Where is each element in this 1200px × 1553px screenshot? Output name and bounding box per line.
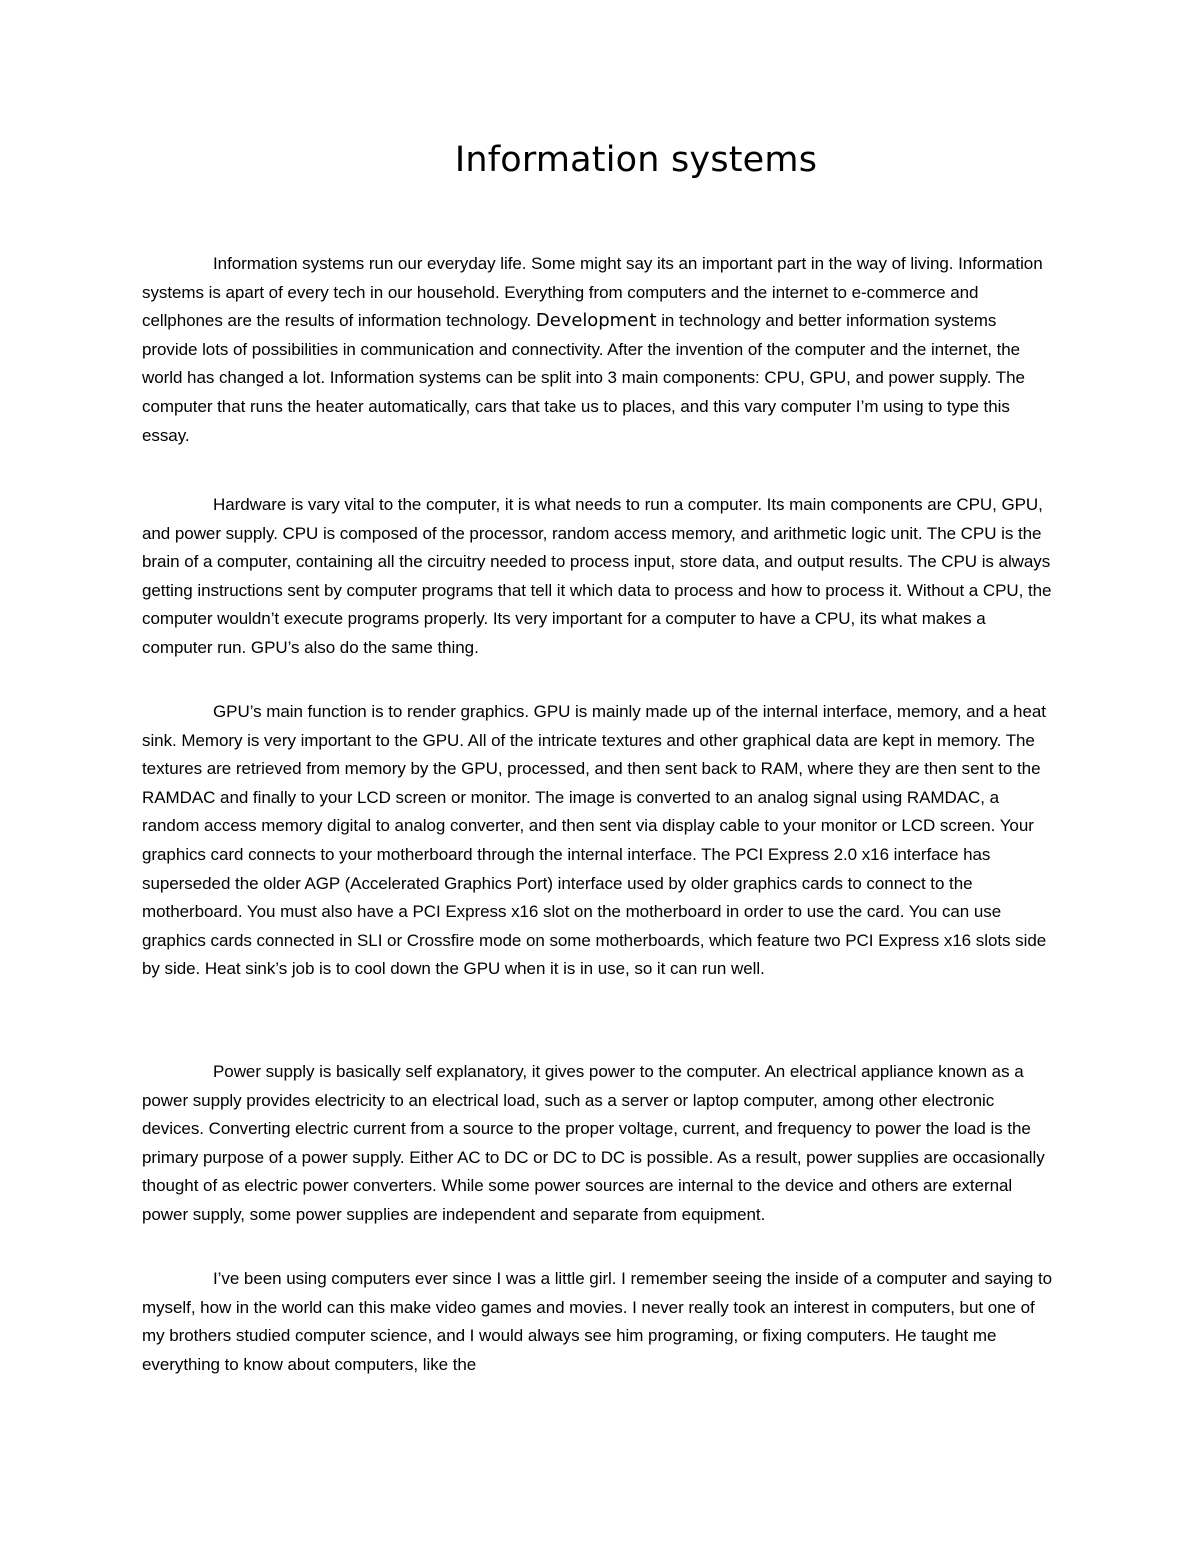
paragraph-personal-experience: I’ve been using computers ever since I was a little girl. I remember seeing the inside of a computer and saying to myself, how in the world can this make video games and movies. I never really took an interest in computers, but one of my brothers studied computer science, and I would always see him programing, or fixing computers. He taught me everything to know about computers, like the (142, 1269, 1053, 1374)
paragraph-power-supply: Power supply is basically self explanatory, it gives power to the computer. An electrical appliance known as a power supply provides electricity to an electrical load, such as a server or laptop computer, among other electronic devices. Converting electric current from a source to the proper voltage, current, and frequency to power the load is the primary purpose of a power supply. Either AC to DC or DC to DC is possible. As a result, power supplies are occasionally thought of as electric power converters. While some power sources are internal to the device and others are external power supply, some power supplies are independent and separate from equipment. (142, 1062, 1045, 1224)
paragraph-introduction (142, 250, 1054, 476)
paragraph-hardware-cpu: Hardware is vary vital to the computer, it is what needs to run a computer. Its main components are CPU, GPU, and power supply. CPU is composed of the processor, random access memory, and arithmetic logic unit. The CPU is the brain of a computer, containing all the circuitry needed to process input, store data, and output results. The CPU is always getting instructions sent by computer programs that tell it which data to process and how to process it. Without a CPU, the computer wouldn’t execute programs properly. Its very important for a computer to have a CPU, its what makes a computer run. GPU’s also do the same thing. (142, 495, 1052, 657)
paragraph-introduction-highlighted-word: Development (535, 310, 657, 332)
paragraph-introduction-text-end: in technology and better information systems provide lots of possibilities in communication and connectivity. After the invention of the computer and the internet, the world has changed a lot. Information systems can be split into 3 main components: CPU, GPU, and power supply. The computer that runs the heater automatically, cars that take us to places, and this vary computer I’m using to type this essay. (142, 311, 1025, 445)
paragraph-gpu: GPU’s main function is to render graphics. GPU is mainly made up of the internal interface, memory, and a heat sink. Memory is very important to the GPU. All of the intricate textures and other graphical data are kept in memory. The textures are retrieved from memory by the GPU, processed, and then sent back to RAM, where they are then sent to the RAMDAC and finally to your LCD screen or monitor. The image is converted to an analog signal using RAMDAC, a random access memory digital to analog converter, and then sent via display cable to your monitor or LCD screen. Your graphics card connects to your motherboard through the internal interface. The PCI Express 2.0 x16 interface has superseded the older AGP (Accelerated Graphics Port) interface used by older graphics cards to connect to the motherboard. You must also have a PCI Express x16 slot on the motherboard in order to use the card. You can use graphics cards connected in SLI or Crossfire mode on some motherboards, which feature two PCI Express x16 slots side by side. Heat sink’s job is to cool down the GPU when it is in use, so it can run well. (142, 702, 1047, 979)
paragraph-introduction-text-start: Information systems run our everyday life. Some might say its an important part in the way of living. Information systems is apart of every tech in our household. Everything from computers and the internet to e-commerce and cellphones are the results of information technology. (142, 254, 1043, 331)
document-title: Information systems (454, 140, 818, 180)
document-body (142, 250, 1054, 1394)
